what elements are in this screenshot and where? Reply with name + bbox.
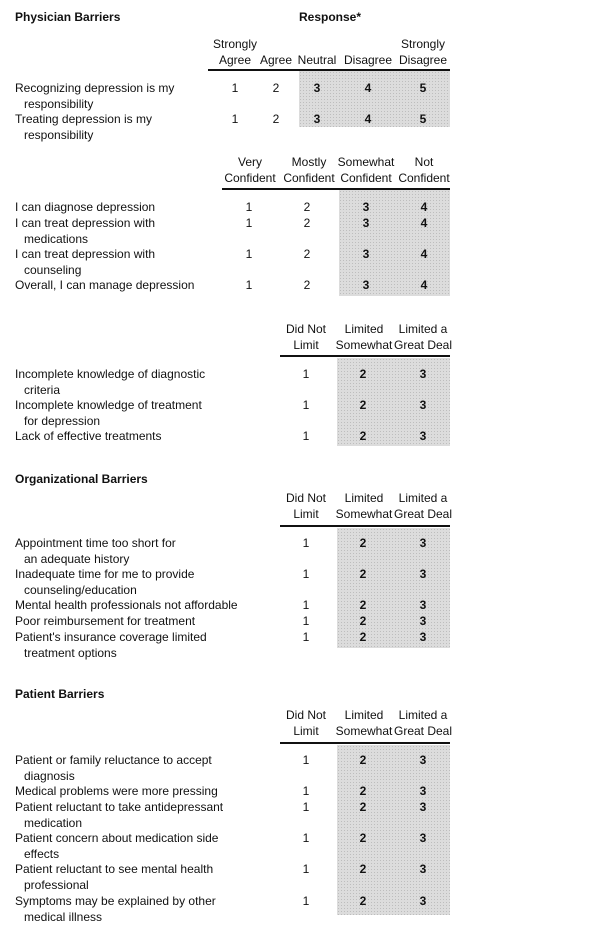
table-cell: 3: [313, 112, 321, 126]
table-cell: 2: [359, 536, 367, 550]
col-very-confident: Very Confident: [224, 155, 276, 185]
table-row-label: Symptoms may be explained by other medical illness: [15, 894, 216, 924]
col-strongly-disagree: Strongly Disagree: [398, 37, 448, 67]
table-cell: 2: [359, 398, 367, 412]
table-cell: 4: [364, 112, 372, 126]
table-cell: 2: [359, 831, 367, 845]
table-row-label: Lack of effective treatments: [15, 429, 162, 443]
header-rule: [208, 69, 450, 71]
col-limited-somewhat: Limited Somewhat: [335, 491, 393, 521]
table-cell: 2: [359, 614, 367, 628]
table-cell: 3: [419, 753, 427, 767]
table-cell: 1: [245, 200, 253, 214]
table-row-label: Appointment time too short for an adequate history: [15, 536, 176, 566]
col-did-not-limit: Did Not Limit: [285, 708, 326, 738]
table-cell: 5: [419, 112, 427, 126]
table-cell: 1: [302, 862, 310, 876]
table-row-label: Recognizing depression is my responsibility: [15, 81, 175, 111]
table-cell: 3: [419, 429, 427, 443]
table-cell: 2: [359, 630, 367, 644]
table-cell: 5: [419, 81, 427, 95]
table-cell: 1: [302, 753, 310, 767]
col-limited-great-deal: Limited a Great Deal: [393, 491, 453, 521]
table-cell: 2: [303, 278, 311, 292]
table-row-label: Poor reimbursement for treatment: [15, 614, 196, 628]
table-cell: 2: [303, 216, 311, 230]
table-cell: 1: [302, 894, 310, 908]
col-strongly-agree: Strongly Agree: [212, 37, 258, 67]
organizational-barriers-title: Organizational Barriers: [15, 472, 148, 486]
table-cell: 2: [359, 567, 367, 581]
col-limited-somewhat: Limited Somewhat: [335, 322, 393, 352]
table-cell: 1: [302, 630, 310, 644]
table-cell: 3: [419, 894, 427, 908]
table-cell: 2: [359, 894, 367, 908]
table-cell: 3: [419, 614, 427, 628]
table-cell: 3: [362, 247, 370, 261]
table-row-label: Patient reluctant to take antidepressant medication: [15, 800, 224, 830]
table-cell: 1: [302, 367, 310, 381]
table-cell: 4: [420, 216, 428, 230]
table-cell: 3: [419, 367, 427, 381]
response-title: Response*: [299, 10, 362, 24]
table-cell: 1: [302, 831, 310, 845]
header-rule: [280, 355, 450, 357]
table-cell: 1: [302, 598, 310, 612]
table-row-label: Overall, I can manage depression: [15, 278, 195, 292]
table-cell: 1: [302, 800, 310, 814]
table-cell: 1: [302, 784, 310, 798]
header-rule: [280, 742, 450, 744]
table-cell: 2: [303, 200, 311, 214]
table-row-label: I can treat depression with medications: [15, 216, 156, 246]
table-cell: 3: [419, 784, 427, 798]
table-cell: 3: [362, 216, 370, 230]
table-cell: 2: [359, 862, 367, 876]
table-cell: 1: [302, 567, 310, 581]
col-disagree: Disagree: [343, 53, 393, 67]
table-row-label: Incomplete knowledge of treatment for depression: [15, 398, 202, 428]
table-row-label: Patient reluctant to see mental health professional: [15, 862, 214, 892]
physician-barriers-title: Physician Barriers: [15, 10, 121, 24]
table-cell: 1: [245, 216, 253, 230]
table-cell: 2: [359, 429, 367, 443]
table-cell: 1: [245, 247, 253, 261]
table-cell: 3: [419, 831, 427, 845]
col-limited-great-deal: Limited a Great Deal: [393, 322, 453, 352]
table-cell: 2: [303, 247, 311, 261]
table-cell: 3: [419, 567, 427, 581]
table-cell: 2: [359, 784, 367, 798]
table-cell: 3: [362, 278, 370, 292]
table-cell: 1: [302, 536, 310, 550]
table-row-label: Patient concern about medication side effects: [15, 831, 219, 861]
table-cell: 2: [359, 598, 367, 612]
table-cell: 3: [419, 630, 427, 644]
col-agree: Agree: [259, 53, 293, 67]
table-cell: 3: [419, 598, 427, 612]
col-did-not-limit: Did Not Limit: [285, 322, 326, 352]
table-row-label: Patient or family reluctance to accept diagnosis: [15, 753, 212, 783]
table-cell: 3: [313, 81, 321, 95]
table-cell: 3: [362, 200, 370, 214]
col-not-confident: Not Confident: [398, 155, 450, 185]
table-cell: 1: [245, 278, 253, 292]
table-cell: 3: [419, 862, 427, 876]
table-row-label: Inadequate time for me to provide counseling/education: [15, 567, 195, 597]
table-cell: 4: [420, 200, 428, 214]
table-cell: 4: [420, 278, 428, 292]
table-row-label: Patient's insurance coverage limited treatment options: [15, 630, 207, 660]
table-row-label: I can diagnose depression: [15, 200, 156, 214]
table-row-label: Incomplete knowledge of diagnostic criteria: [15, 367, 206, 397]
table-cell: 2: [359, 800, 367, 814]
table-cell: 4: [420, 247, 428, 261]
table-cell: 1: [302, 614, 310, 628]
table-row-label: Mental health professionals not affordable: [15, 598, 238, 612]
table-cell: 4: [364, 81, 372, 95]
header-rule: [222, 188, 450, 190]
table-cell: 1: [231, 81, 239, 95]
table-cell: 2: [272, 112, 280, 126]
col-limited-somewhat: Limited Somewhat: [335, 708, 393, 738]
table-cell: 3: [419, 536, 427, 550]
header-rule: [280, 525, 450, 527]
patient-barriers-title: Patient Barriers: [15, 687, 105, 701]
col-neutral: Neutral: [297, 53, 337, 67]
col-did-not-limit: Did Not Limit: [285, 491, 326, 521]
table-cell: 2: [272, 81, 280, 95]
table-cell: 1: [231, 112, 239, 126]
table-cell: 3: [419, 398, 427, 412]
table-row-label: Treating depression is my responsibility: [15, 112, 152, 142]
col-somewhat-confident: Somewhat Confident: [337, 155, 395, 185]
table-cell: 2: [359, 753, 367, 767]
col-limited-great-deal: Limited a Great Deal: [393, 708, 453, 738]
table-cell: 1: [302, 398, 310, 412]
table-row-label: I can treat depression with counseling: [15, 247, 156, 277]
table-row-label: Medical problems were more pressing: [15, 784, 218, 798]
col-mostly-confident: Mostly Confident: [283, 155, 335, 185]
table-cell: 2: [359, 367, 367, 381]
table-cell: 1: [302, 429, 310, 443]
table-cell: 3: [419, 800, 427, 814]
